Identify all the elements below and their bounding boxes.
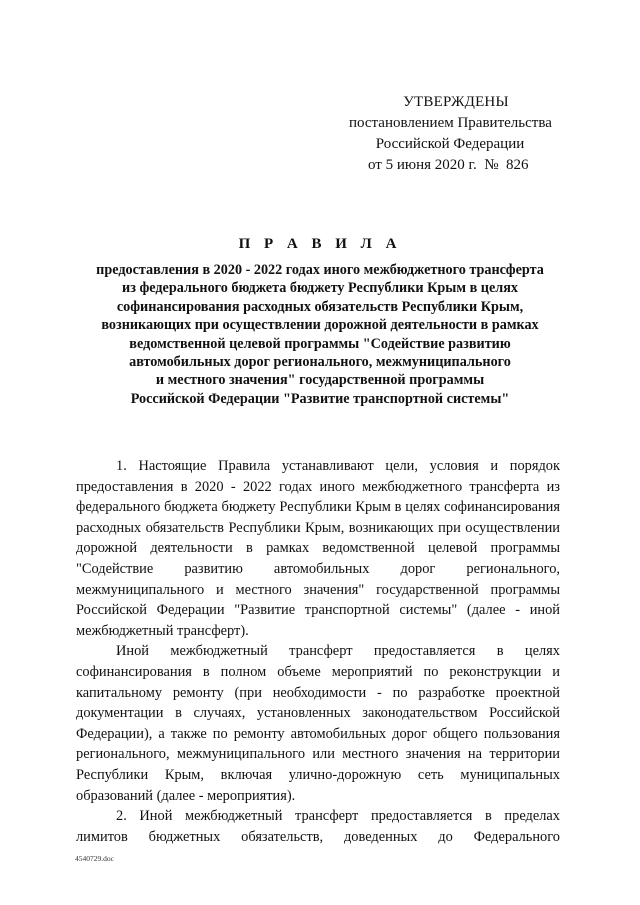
subtitle-line: софинансирования расходных обязательств Республики Крым,: [116, 298, 524, 315]
paragraph-2: 2. Иной межбюджетный трансферт предоставляется в пределах лимитов бюджетных обязательств, доведенных до Федерального: [76, 808, 560, 845]
subtitle-line: возникающих при осуществлении дорожной деятельности в рамках: [101, 317, 539, 334]
document-subtitle: [60, 261, 580, 408]
approval-block: [345, 92, 555, 176]
document-body: [76, 456, 560, 847]
approval-issuer-line: постановлением Правительства: [349, 115, 552, 131]
subtitle-line: автомобильных дорог регионального, межмуниципального: [129, 354, 511, 371]
subtitle-line: предоставления в 2020 - 2022 годах иного межбюджетного трансферта: [96, 262, 544, 278]
paragraph-1: 1. Настоящие Правила устанавливают цели, условия и порядок предоставления в 2020 - 2022 годах иного межбюджетного трансферта из федерального бюджета бюджету Республики Крым в целях софинансирования расходных обязательств Республики Крым, возникающих при осуществлении дорожной деятельности в рамках ведомственной целевой программы "Содействие развитию автомобильных дорог регионального, межмуниципального и местного значения" государственной программы Российской Федерации "Развитие транспортной системы" (далее - иной межбюджетный трансферт).: [76, 458, 560, 639]
subtitle-line: ведомственной целевой программы "Содействие развитию: [129, 335, 511, 352]
file-reference: 4540729.doc: [75, 854, 114, 863]
subtitle-line: из федерального бюджета бюджету Республики Крым в целях: [122, 280, 518, 297]
document-title: П Р А В И Л А: [238, 236, 402, 252]
approval-issuer-country: Российской Федерации: [375, 136, 525, 152]
subtitle-line: Российской Федерации "Развитие транспортной системы": [130, 390, 510, 407]
subtitle-line: и местного значения" государственной программы: [155, 372, 485, 389]
approval-date-number: от 5 июня 2020 г. № 826: [368, 157, 529, 173]
paragraph-1-continued: Иной межбюджетный трансферт предоставляется в целях софинансирования в полном объеме мероприятий по реконструкции и капитальному ремонту (при необходимости - по разработке проектной документации в случаях, установленных законодательством Российской Федерации), а также по ремонту автомобильных дорог общего пользования регионального, межмуниципального или местного значения на территории Республики Крым, включая улично-дорожную сеть муниципальных образований (далее - мероприятия).: [76, 643, 560, 804]
approval-title: УТВЕРЖДЕНЫ: [403, 94, 509, 110]
